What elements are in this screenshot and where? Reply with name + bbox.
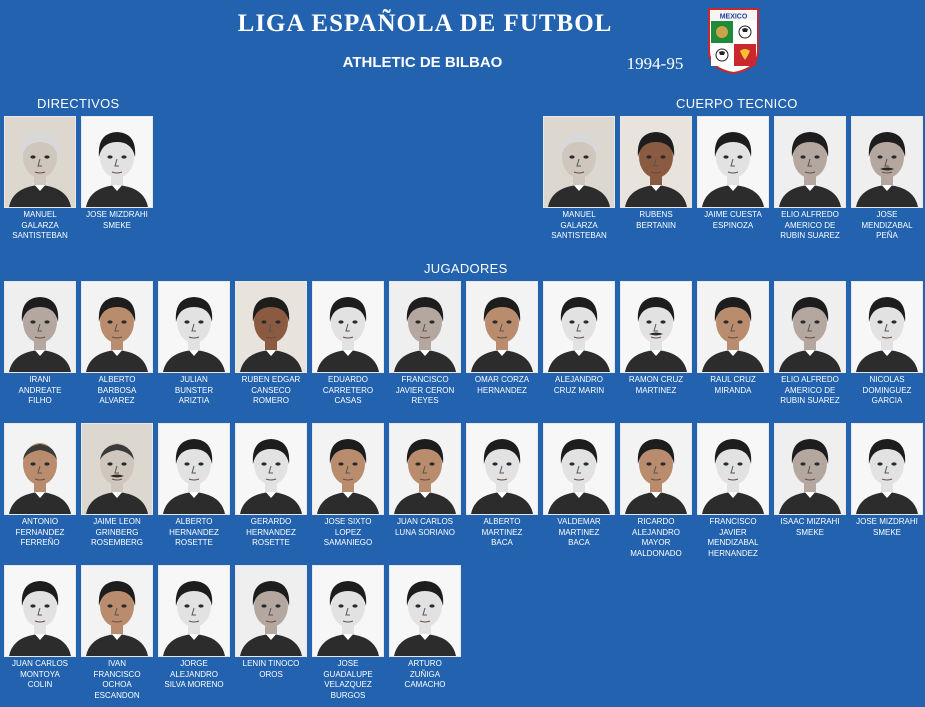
person-name-line: JAVIER	[719, 527, 747, 537]
person-card	[543, 281, 615, 396]
person-name-line: GUADALUPE	[323, 669, 373, 679]
person-name-line: JOSE MIZDRAHI	[856, 517, 918, 526]
person-name-line: CAMACHO	[404, 680, 446, 690]
portrait-silhouette	[313, 282, 383, 372]
person-name	[81, 659, 153, 701]
person-photo	[235, 281, 307, 373]
person-name-line: ROSETTE	[252, 538, 290, 548]
person-name-line: FRANCISCO	[93, 669, 141, 679]
person-name	[4, 210, 76, 242]
person-name-line: FRANCISCO	[401, 375, 449, 384]
person-name-line: BACA	[491, 538, 513, 548]
person-name-line: SANTISTEBAN	[551, 231, 607, 241]
person-name	[620, 375, 692, 396]
person-card	[81, 423, 153, 549]
person-name	[4, 517, 76, 549]
person-photo	[389, 423, 461, 515]
person-name-line: RUBIN SUAREZ	[780, 396, 840, 406]
person-name-line: ALVAREZ	[99, 396, 135, 406]
person-photo	[81, 423, 153, 515]
portrait-silhouette	[698, 117, 768, 207]
portrait-silhouette	[5, 282, 75, 372]
person-name	[81, 517, 153, 549]
person-name-line: ALEJANDRO	[169, 669, 218, 679]
person-photo	[235, 423, 307, 515]
portrait-silhouette	[82, 117, 152, 207]
person-name	[4, 375, 76, 407]
person-name-line: BACA	[568, 538, 590, 548]
person-name-line: ALBERTO	[98, 375, 136, 384]
person-name-line: SMEKE	[872, 527, 901, 537]
person-name-line: GARCIA	[871, 396, 903, 406]
svg-text:MEXICO: MEXICO	[719, 13, 748, 21]
person-name-line: CRUZ MARIN	[553, 385, 605, 395]
portrait-silhouette	[852, 282, 922, 372]
person-name-line: JUAN CARLOS	[11, 659, 68, 668]
person-card	[312, 423, 384, 549]
person-photo	[81, 281, 153, 373]
portrait-silhouette	[159, 424, 229, 514]
person-card	[851, 423, 923, 538]
person-name	[466, 375, 538, 396]
person-name-line: CARRETERO	[322, 385, 374, 395]
person-card	[697, 281, 769, 396]
person-name-line: GERARDO	[250, 517, 292, 526]
person-photo	[4, 281, 76, 373]
person-name-line: FERREÑO	[20, 538, 60, 548]
person-card	[620, 116, 692, 231]
person-card	[620, 281, 692, 396]
person-name-line: ALEJANDRO	[554, 375, 603, 384]
person-name-line: COLIN	[27, 680, 53, 690]
person-card	[4, 423, 76, 549]
person-card	[158, 565, 230, 691]
team-title: ATHLETIC DE BILBAO	[342, 54, 503, 71]
person-name	[235, 659, 307, 680]
person-card	[697, 116, 769, 231]
person-photo	[312, 281, 384, 373]
portrait-silhouette	[544, 282, 614, 372]
person-name-line: ARIZTIA	[178, 396, 210, 406]
person-name-line: FILHO	[28, 396, 52, 406]
person-name	[81, 375, 153, 407]
person-name-line: FRANCISCO	[709, 517, 757, 526]
directivos-heading: DIRECTIVOS	[37, 96, 120, 111]
person-name	[620, 210, 692, 231]
person-photo	[81, 116, 153, 208]
jugadores-heading: JUGADORES	[424, 261, 508, 276]
person-name-line: JAIME LEON	[93, 517, 141, 526]
person-name-line: OCHOA	[102, 680, 132, 690]
portrait-silhouette	[467, 424, 537, 514]
person-name-line: BUNSTER	[174, 385, 214, 395]
portrait-silhouette	[775, 424, 845, 514]
person-name-line: BARBOSA	[97, 385, 137, 395]
person-card	[235, 565, 307, 680]
person-card	[851, 281, 923, 407]
person-name-line: FERNANDEZ	[15, 527, 65, 537]
person-card	[81, 281, 153, 407]
person-name-line: DOMINGUEZ	[862, 385, 912, 395]
person-card	[466, 281, 538, 396]
person-photo	[697, 116, 769, 208]
person-card	[466, 423, 538, 549]
person-card	[235, 281, 307, 407]
person-name-line: SILVA MORENO	[164, 680, 224, 690]
person-name	[235, 375, 307, 407]
cuerpo-tecnico-heading: CUERPO TECNICO	[676, 96, 798, 111]
person-card	[235, 423, 307, 549]
person-name-line: ISAAC MIZRAHI	[780, 517, 840, 526]
person-name-line: RICARDO	[637, 517, 675, 526]
person-name-line: OMAR CORZA	[474, 375, 530, 384]
person-card	[543, 423, 615, 549]
person-photo	[389, 565, 461, 657]
person-name-line: MAYOR	[641, 538, 671, 548]
portrait-silhouette	[621, 424, 691, 514]
person-name-line: ALEJANDRO	[631, 527, 680, 537]
person-name-line: ESCANDON	[94, 690, 140, 700]
person-name	[158, 517, 230, 549]
portrait-silhouette	[390, 282, 460, 372]
person-name	[851, 375, 923, 407]
person-name-line: LUNA SORIANO	[394, 527, 455, 537]
person-name-line: VELAZQUEZ	[324, 680, 372, 690]
person-name-line: HERNANDEZ	[169, 527, 219, 537]
person-name	[543, 375, 615, 396]
person-card	[774, 423, 846, 538]
person-name-line: HERNANDEZ	[477, 385, 527, 395]
person-name-line: LOPEZ	[334, 527, 362, 537]
portrait-silhouette	[698, 282, 768, 372]
person-photo	[851, 423, 923, 515]
portrait-silhouette	[82, 424, 152, 514]
person-photo	[81, 565, 153, 657]
person-name-line: BURGOS	[330, 690, 366, 700]
person-name-line: ELIO ALFREDO	[781, 210, 839, 219]
person-name-line: SMEKE	[102, 220, 131, 230]
person-name-line: MALDONADO	[630, 548, 682, 558]
person-name-line: NICOLAS	[869, 375, 905, 384]
person-card	[158, 423, 230, 549]
person-card	[4, 565, 76, 691]
person-photo	[774, 281, 846, 373]
person-name-line: GALARZA	[21, 220, 59, 230]
person-name-line: JAIME CUESTA	[704, 210, 762, 219]
person-name-line: ANTONIO	[21, 517, 59, 526]
person-name	[543, 210, 615, 242]
person-name	[620, 517, 692, 559]
person-name-line: HERNANDEZ	[708, 548, 758, 558]
person-card	[389, 281, 461, 407]
portrait-silhouette	[390, 424, 460, 514]
person-card	[4, 281, 76, 407]
person-name	[81, 210, 153, 231]
person-card	[81, 116, 153, 231]
person-name-line: SAMANIEGO	[323, 538, 373, 548]
person-photo	[774, 116, 846, 208]
person-photo	[158, 281, 230, 373]
person-name-line: ZUÑIGA	[409, 669, 441, 679]
person-name-line: LENIN TINOCO	[242, 659, 300, 668]
person-card	[81, 565, 153, 701]
person-name	[312, 375, 384, 407]
person-photo	[620, 116, 692, 208]
person-name-line: JOSE MIZDRAHI	[86, 210, 148, 219]
person-name-line: RUBIN SUAREZ	[780, 231, 840, 241]
person-name-line: RUBENS	[639, 210, 673, 219]
person-photo	[697, 423, 769, 515]
portrait-silhouette	[5, 424, 75, 514]
person-name-line: JOSE	[876, 210, 898, 219]
person-photo	[851, 116, 923, 208]
person-name	[389, 517, 461, 538]
person-name-line: CANSECO	[251, 385, 291, 395]
person-name-line: JUAN CARLOS	[396, 517, 453, 526]
person-name-line: MANUEL	[23, 210, 57, 219]
portrait-silhouette	[159, 282, 229, 372]
person-name-line: JAVIER CERON	[395, 385, 455, 395]
person-name	[774, 375, 846, 407]
person-card	[158, 281, 230, 407]
person-name	[4, 659, 76, 691]
person-name-line: PEÑA	[876, 231, 898, 241]
person-name	[851, 517, 923, 538]
person-name-line: JORGE	[180, 659, 208, 668]
person-name-line: RUBEN EDGAR	[241, 375, 301, 384]
portrait-silhouette	[313, 424, 383, 514]
league-title: LIGA ESPAÑOLA DE FUTBOL	[237, 10, 613, 37]
person-card	[312, 565, 384, 701]
person-name-line: ROSETTE	[175, 538, 213, 548]
portrait-silhouette	[775, 282, 845, 372]
person-name-line: MARTINEZ	[558, 527, 600, 537]
person-name-line: ARTURO	[408, 659, 442, 668]
person-name	[774, 517, 846, 538]
person-name	[697, 210, 769, 231]
person-photo	[235, 565, 307, 657]
person-name-line: AMERICO DE	[784, 385, 836, 395]
person-name	[389, 659, 461, 691]
person-photo	[851, 281, 923, 373]
person-photo	[466, 423, 538, 515]
portrait-silhouette	[621, 117, 691, 207]
portrait-silhouette	[313, 566, 383, 656]
person-name-line: GRINBERG	[95, 527, 139, 537]
portrait-silhouette	[621, 282, 691, 372]
mexico-crest-icon	[707, 7, 760, 75]
person-card	[389, 565, 461, 691]
person-name	[543, 517, 615, 549]
person-name-line: RAMON CRUZ	[628, 375, 684, 384]
person-name-line: JOSE	[337, 659, 359, 668]
person-photo	[4, 116, 76, 208]
person-card	[312, 281, 384, 407]
person-name-line: MONTOYA	[20, 669, 60, 679]
person-name-line: ROMERO	[253, 396, 289, 406]
person-name-line: IVAN	[107, 659, 127, 668]
person-name	[466, 517, 538, 549]
person-photo	[4, 423, 76, 515]
person-photo	[620, 423, 692, 515]
person-photo	[774, 423, 846, 515]
person-name	[697, 517, 769, 559]
person-name-line: MARTINEZ	[635, 385, 677, 395]
portrait-silhouette	[852, 424, 922, 514]
person-name-line: JOSE SIXTO	[324, 517, 372, 526]
person-card	[774, 116, 846, 242]
person-name-line: RAUL CRUZ	[710, 375, 756, 384]
person-name-line: AMERICO DE	[784, 220, 836, 230]
person-name-line: MIRANDA	[714, 385, 752, 395]
person-name	[389, 375, 461, 407]
person-name	[851, 210, 923, 242]
person-name-line: BERTANIN	[636, 220, 676, 230]
person-name-line: GALARZA	[560, 220, 598, 230]
person-name-line: ALBERTO	[175, 517, 213, 526]
portrait-silhouette	[467, 282, 537, 372]
person-photo	[466, 281, 538, 373]
person-name-line: OROS	[259, 669, 283, 679]
portrait-silhouette	[698, 424, 768, 514]
season-label: 1994-95	[626, 54, 684, 73]
person-card	[4, 116, 76, 242]
portrait-silhouette	[159, 566, 229, 656]
portrait-silhouette	[775, 117, 845, 207]
person-name	[235, 517, 307, 549]
person-photo	[620, 281, 692, 373]
person-name-line: JULIAN	[180, 375, 208, 384]
person-name-line: ANDREATE	[18, 385, 62, 395]
person-photo	[543, 116, 615, 208]
person-name-line: REYES	[411, 396, 439, 406]
person-name-line: IRANI	[29, 375, 51, 384]
person-name	[697, 375, 769, 396]
person-name-line: ESPINOZA	[712, 220, 754, 230]
person-name	[312, 517, 384, 549]
person-name-line: SMEKE	[795, 527, 824, 537]
person-card	[851, 116, 923, 242]
person-name	[158, 659, 230, 691]
portrait-silhouette	[236, 566, 306, 656]
portrait-silhouette	[544, 424, 614, 514]
person-photo	[312, 565, 384, 657]
person-name-line: SANTISTEBAN	[12, 231, 68, 241]
person-photo	[389, 281, 461, 373]
person-photo	[543, 423, 615, 515]
portrait-silhouette	[236, 424, 306, 514]
person-name-line: VALDEMAR	[557, 517, 601, 526]
person-name-line: MARTINEZ	[481, 527, 523, 537]
person-photo	[158, 565, 230, 657]
person-name	[158, 375, 230, 407]
person-card	[389, 423, 461, 538]
person-name-line: ELIO ALFREDO	[781, 375, 839, 384]
person-name-line: EDUARDO	[327, 375, 368, 384]
portrait-silhouette	[236, 282, 306, 372]
person-name	[774, 210, 846, 242]
person-name-line: MENDIZABAL	[861, 220, 913, 230]
portrait-silhouette	[390, 566, 460, 656]
portrait-silhouette	[544, 117, 614, 207]
portrait-silhouette	[852, 117, 922, 207]
person-name-line: MENDIZABAL	[707, 538, 759, 548]
person-name-line: ROSEMBERG	[90, 538, 143, 548]
portrait-silhouette	[5, 117, 75, 207]
portrait-silhouette	[5, 566, 75, 656]
person-name-line: HERNANDEZ	[246, 527, 296, 537]
person-name-line: CASAS	[334, 396, 362, 406]
person-card	[774, 281, 846, 407]
person-photo	[158, 423, 230, 515]
person-photo	[312, 423, 384, 515]
portrait-silhouette	[82, 282, 152, 372]
person-name	[312, 659, 384, 701]
portrait-silhouette	[82, 566, 152, 656]
person-name-line: MANUEL	[562, 210, 596, 219]
person-card	[543, 116, 615, 242]
person-card	[697, 423, 769, 559]
person-photo	[697, 281, 769, 373]
person-name-line: ALBERTO	[483, 517, 521, 526]
person-card	[620, 423, 692, 559]
person-photo	[4, 565, 76, 657]
person-photo	[543, 281, 615, 373]
